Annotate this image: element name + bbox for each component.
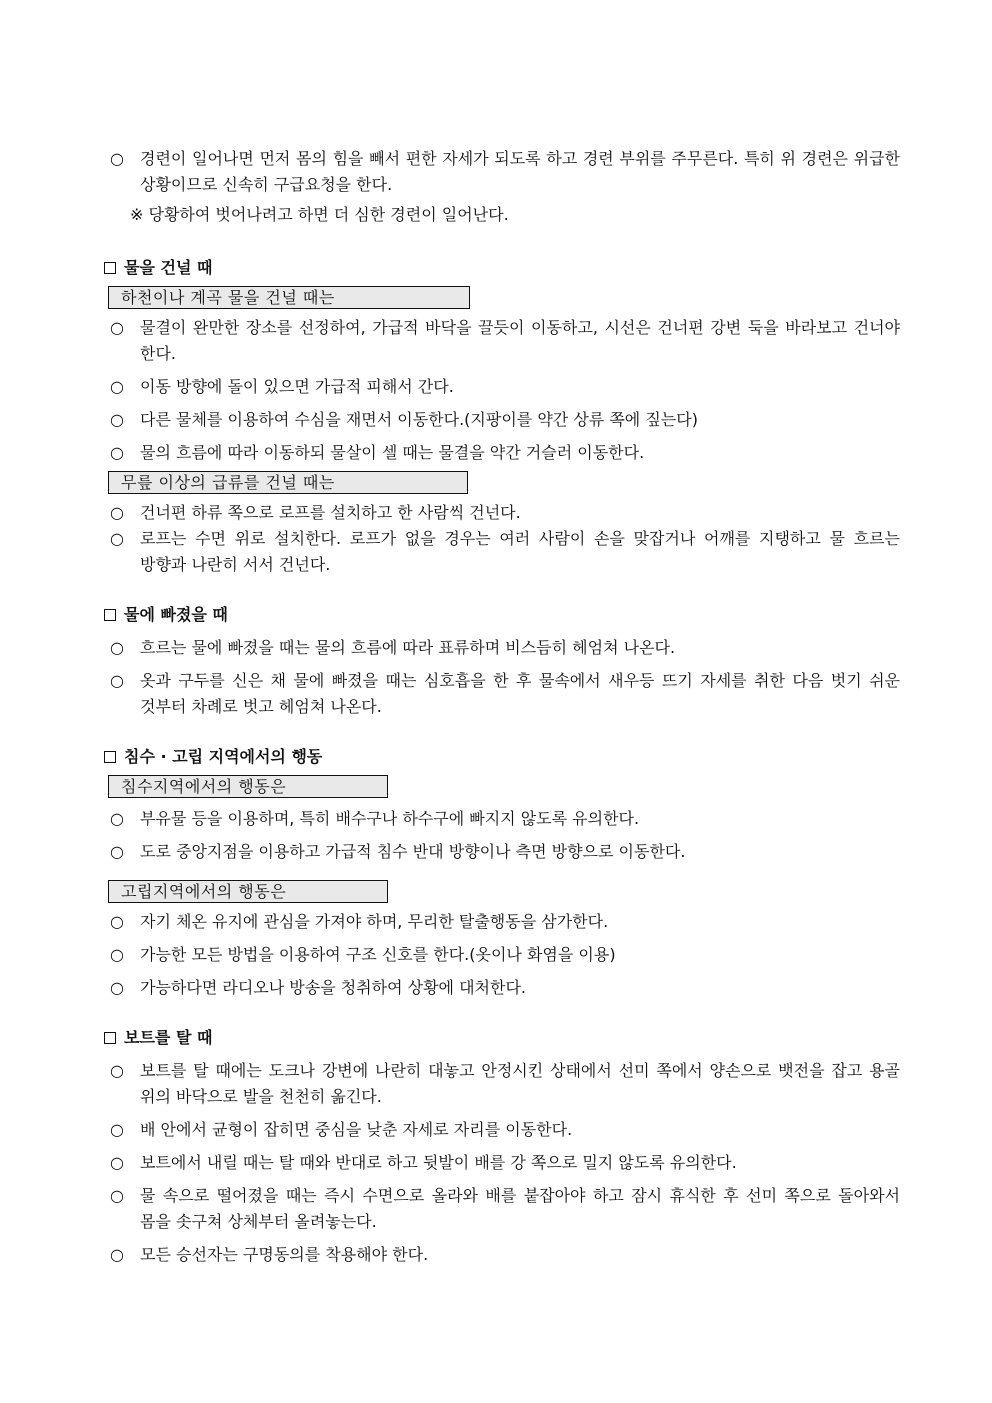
bullet-circle: ○ [110,842,124,861]
checkbox-square-icon [104,1032,116,1044]
list-item [104,1058,900,1110]
section-heading [104,256,900,280]
checkbox-square-icon [104,751,116,763]
item-text: 이동 방향에 돌이 있으면 가급적 피해서 간다. [140,377,454,396]
bullet-circle: ○ [110,410,124,429]
list-item [104,909,900,935]
item-text: 옷과 구두를 신은 채 물에 빠졌을 때는 심호흡을 한 후 물속에서 새우등 뜨기 자세를 취한 다음 벗기 쉬운 것부터 차례로 벗고 헤엄쳐 나온다. [140,671,900,716]
bullet-circle: ○ [110,809,124,828]
list-item [104,839,900,865]
list-item [104,1183,900,1235]
item-text: 로프는 수면 위로 설치한다. 로프가 없을 경우는 여러 사람이 손을 맞잡거나 어깨를 지탱하고 물 흐르는 방향과 나란히 서서 건넌다. [140,529,900,574]
subsection-heading: 무릎 이상의 급류를 건널 때는 [108,471,468,494]
bullet-circle: ○ [110,1153,124,1172]
list-item [104,407,900,433]
bullet-circle: ○ [110,149,124,168]
item-text: 다른 물체를 이용하여 수심을 재면서 이동한다.(지팡이를 약간 상류 쪽에 짚는다) [140,410,698,429]
item-text: 도로 중앙지점을 이용하고 가급적 침수 반대 방향이나 측면 방향으로 이동한다. [140,842,686,861]
bullet-circle: ○ [110,912,124,931]
section-title: 물에 빠졌을 때 [124,605,228,624]
list-item [104,440,900,466]
list-item [104,975,900,1001]
item-text: 가능하다면 라디오나 방송을 청취하여 상황에 대처한다. [140,978,527,997]
list-item [104,635,900,661]
item-text: 배 안에서 균형이 잡히면 중심을 낮춘 자세로 자리를 이동한다. [140,1120,573,1139]
bullet-circle: ○ [110,638,124,657]
section-title: 물을 건널 때 [124,258,213,277]
subsection-heading: 하천이나 계곡 물을 건널 때는 [108,286,470,309]
item-text: 자기 체온 유지에 관심을 가져야 하며, 무리한 탈출행동을 삼가한다. [140,912,609,931]
bullet-circle: ○ [110,671,124,690]
bullet-circle: ○ [110,529,124,548]
section-heading [104,745,900,769]
bullet-circle: ○ [110,1186,124,1205]
bullet-circle: ○ [110,945,124,964]
item-text: 보트를 탈 때에는 도크나 강변에 나란히 대놓고 안정시킨 상태에서 선미 쪽에서 양손으로 뱃전을 잡고 용골 위의 바닥으로 발을 천천히 옮긴다. [140,1061,900,1106]
section-heading [104,1026,900,1050]
item-text: 건너편 하류 쪽으로 로프를 설치하고 한 사람씩 건넌다. [140,503,521,522]
item-text: 보트에서 내릴 때는 탈 때와 반대로 하고 뒷발이 배를 강 쪽으로 밀지 않도록 유의한다. [140,1153,737,1172]
section-heading [104,603,900,627]
checkbox-square-icon [104,609,116,621]
section-title: 보트를 탈 때 [124,1028,213,1047]
list-item [104,806,900,832]
note-text: ※ 당황하여 벗어나려고 하면 더 심한 경련이 일어난다. [130,205,509,224]
list-item [104,1150,900,1176]
item-text: 부유물 등을 이용하며, 특히 배수구나 하수구에 빠지지 않도록 유의한다. [140,809,640,828]
list-item [104,526,900,578]
bullet-circle: ○ [110,978,124,997]
bullet-circle: ○ [110,1245,124,1264]
list-item [104,146,900,198]
bullet-circle: ○ [110,443,124,462]
list-item [104,500,900,526]
checkbox-square-icon [104,262,116,274]
bullet-circle: ○ [110,377,124,396]
item-text: 물결이 완만한 장소를 선정하여, 가급적 바닥을 끌듯이 이동하고, 시선은 건너편 강변 둑을 바라보고 건너야 한다. [140,318,900,363]
item-text: 물의 흐름에 따라 이동하되 물살이 셀 때는 물결을 약간 거슬러 이동한다. [140,443,645,462]
item-text: 물 속으로 떨어졌을 때는 즉시 수면으로 올라와 배를 붙잡아야 하고 잠시 휴식한 후 선미 쪽으로 돌아와서 몸을 솟구쳐 상체부터 올려놓는다. [140,1186,900,1231]
bullet-circle: ○ [110,503,124,522]
list-item [104,1117,900,1143]
subsection-heading: 고립지역에서의 행동은 [108,880,388,903]
list-item [104,668,900,720]
subsection-heading: 침수지역에서의 행동은 [108,775,388,798]
list-item [104,315,900,367]
list-item [104,1242,900,1268]
bullet-circle: ○ [110,318,124,337]
item-text: 경련이 일어나면 먼저 몸의 힘을 빼서 편한 자세가 되도록 하고 경련 부위를 주무른다. 특히 위 경련은 위급한 상황이므로 신속히 구급요청을 한다. [140,149,900,194]
item-text: 가능한 모든 방법을 이용하여 구조 신호를 한다.(옷이나 화염을 이용) [140,945,616,964]
section-title: 침수 · 고립 지역에서의 행동 [124,747,323,766]
list-item [104,942,900,968]
document-content [104,146,900,1268]
bullet-circle: ○ [110,1120,124,1139]
list-item [104,374,900,400]
item-text: 흐르는 물에 빠졌을 때는 물의 흐름에 따라 표류하며 비스듬히 헤엄쳐 나온다. [140,638,676,657]
bullet-circle: ○ [110,1061,124,1080]
item-text: 모든 승선자는 구명동의를 착용해야 한다. [140,1245,429,1264]
